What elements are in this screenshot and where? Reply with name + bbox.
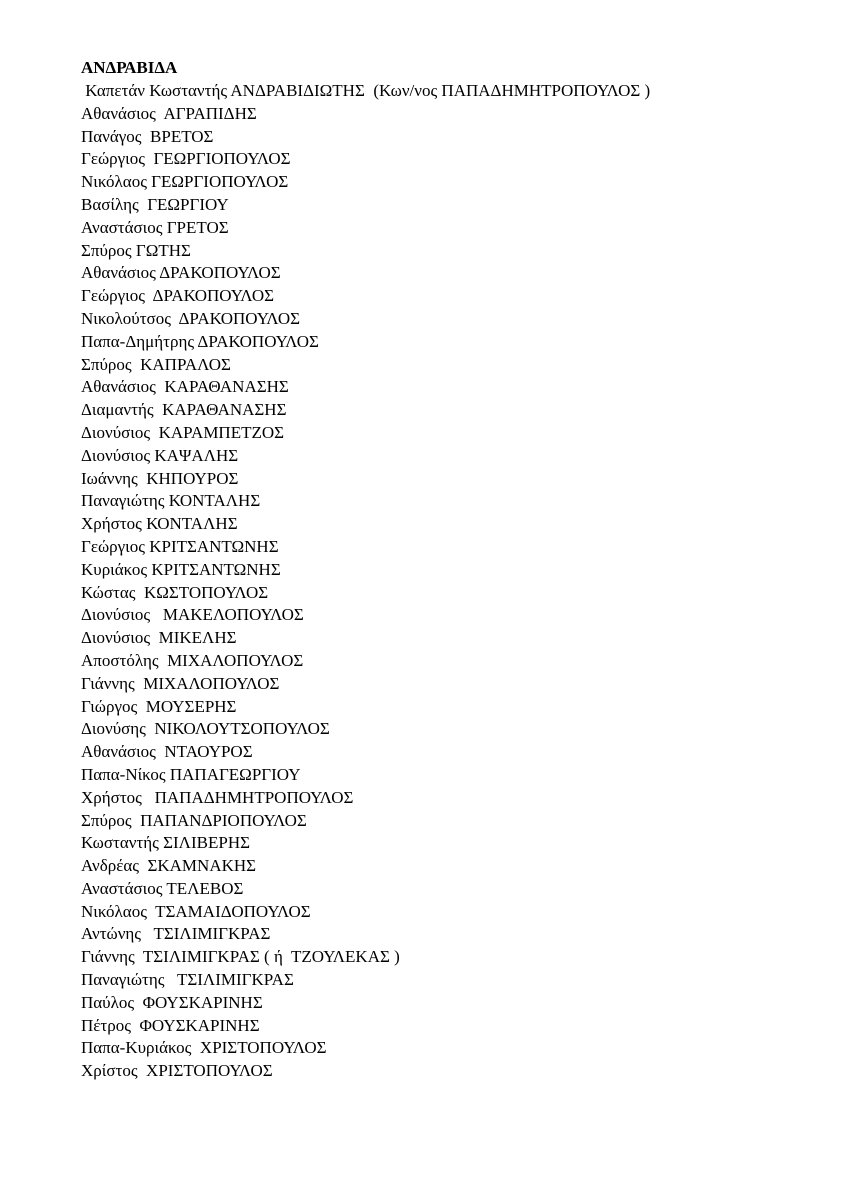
list-item: Βασίλης ΓΕΩΡΓΙΟΥ [81, 194, 229, 214]
list-item: Ιωάννης ΚΗΠΟΥΡΟΣ [81, 468, 239, 488]
list-item: Γιάννης ΜΙΧΑΛΟΠΟΥΛΟΣ [81, 673, 280, 693]
list-item: Διονύσιος ΚΑΨΑΛΗΣ [81, 445, 239, 465]
list-item: Γιάννης ΤΣΙΛΙΜΙΓΚΡΑΣ ( ή ΤΖΟΥΛΕΚΑΣ ) [81, 947, 400, 967]
list-item: Σπύρος ΠΑΠΑΝΔΡΙΟΠΟΥΛΟΣ [81, 810, 307, 830]
list-item: Νικολούτσος ΔΡΑΚΟΠΟΥΛΟΣ [81, 308, 300, 328]
list-item: Αθανάσιος ΝΤΑΟΥΡΟΣ [81, 742, 253, 762]
list-item: Διαμαντής ΚΑΡΑΘΑΝΑΣΗΣ [81, 400, 287, 420]
list-item: Γιώργος ΜΟΥΣΕΡΗΣ [81, 696, 237, 716]
list-item: Νικόλαος ΓΕΩΡΓΙΟΠΟΥΛΟΣ [81, 172, 289, 192]
list-item: Διονύσιος ΚΑΡΑΜΠΕΤΖΟΣ [81, 422, 285, 442]
list-item: Παναγιώτης ΤΣΙΛΙΜΙΓΚΡΑΣ [81, 970, 294, 990]
list-item: Κώστας ΚΩΣΤΟΠΟΥΛΟΣ [81, 582, 269, 602]
list-item: Διονύσιος ΜΑΚΕΛΟΠΟΥΛΟΣ [81, 605, 304, 625]
list-item: Παπα-Δημήτρης ΔΡΑΚΟΠΟΥΛΟΣ [81, 331, 319, 351]
list-item: Σπύρος ΓΩΤΗΣ [81, 240, 191, 260]
list-item: Αναστάσιος ΓΡΕΤΟΣ [81, 217, 229, 237]
list-item: Αθανάσιος ΔΡΑΚΟΠΟΥΛΟΣ [81, 263, 281, 283]
list-item: Διονύσιος ΜΙΚΕΛΗΣ [81, 628, 237, 648]
list-item: Πανάγος ΒΡΕΤΟΣ [81, 126, 214, 146]
list-item: Διονύσης ΝΙΚΟΛΟΥΤΣΟΠΟΥΛΟΣ [81, 719, 330, 739]
list-item: Χρίστος ΧΡΙΣΤΟΠΟΥΛΟΣ [81, 1061, 273, 1081]
list-item: Αθανάσιος ΑΓΡΑΠΙΔΗΣ [81, 103, 257, 123]
list-item: Παναγιώτης ΚΟΝΤΑΛΗΣ [81, 491, 261, 511]
list-item: Ανδρέας ΣΚΑΜΝΑΚΗΣ [81, 856, 257, 876]
names-list [81, 80, 650, 1083]
list-item: Καπετάν Κωσταντής ΑΝΔΡΑΒΙΔΙΩΤΗΣ (Κων/νος ΠΑΠΑΔΗΜΗΤΡΟΠΟΥΛΟΣ ) [81, 81, 651, 100]
list-item: Παύλος ΦΟΥΣΚΑΡΙΝΗΣ [81, 992, 263, 1012]
list-item: Χρήστος ΠΑΠΑΔΗΜΗΤΡΟΠΟΥΛΟΣ [81, 787, 354, 807]
list-item: Κωσταντής ΣΙΛΙΒΕΡΗΣ [81, 833, 251, 853]
list-item: Γεώργιος ΚΡΙΤΣΑΝΤΩΝΗΣ [81, 536, 279, 556]
list-item: Νικόλαος ΤΣΑΜΑΙΔΟΠΟΥΛΟΣ [81, 901, 311, 921]
list-item: Αθανάσιος ΚΑΡΑΘΑΝΑΣΗΣ [81, 377, 289, 397]
list-item: Αντώνης ΤΣΙΛΙΜΙΓΚΡΑΣ [81, 924, 271, 944]
list-item: Κυριάκος ΚΡΙΤΣΑΝΤΩΝΗΣ [81, 559, 281, 579]
document-heading: ΑΝΔΡΑΒΙΔΑ [81, 58, 178, 77]
list-item: Σπύρος ΚΑΠΡΑΛΟΣ [81, 354, 231, 374]
list-item: Αναστάσιος ΤΕΛΕΒΟΣ [81, 878, 244, 898]
list-item: Παπα-Κυριάκος ΧΡΙΣΤΟΠΟΥΛΟΣ [81, 1038, 327, 1058]
list-item: Αποστόλης ΜΙΧΑΛΟΠΟΥΛΟΣ [81, 650, 304, 670]
list-item: Παπα-Νίκος ΠΑΠΑΓΕΩΡΓΙΟΥ [81, 764, 301, 784]
list-item: Γεώργιος ΔΡΑΚΟΠΟΥΛΟΣ [81, 286, 275, 306]
list-item: Χρήστος ΚΟΝΤΑΛΗΣ [81, 514, 238, 534]
list-item: Πέτρος ΦΟΥΣΚΑΡΙΝΗΣ [81, 1015, 260, 1035]
list-item: Γεώργιος ΓΕΩΡΓΙΟΠΟΥΛΟΣ [81, 149, 291, 169]
